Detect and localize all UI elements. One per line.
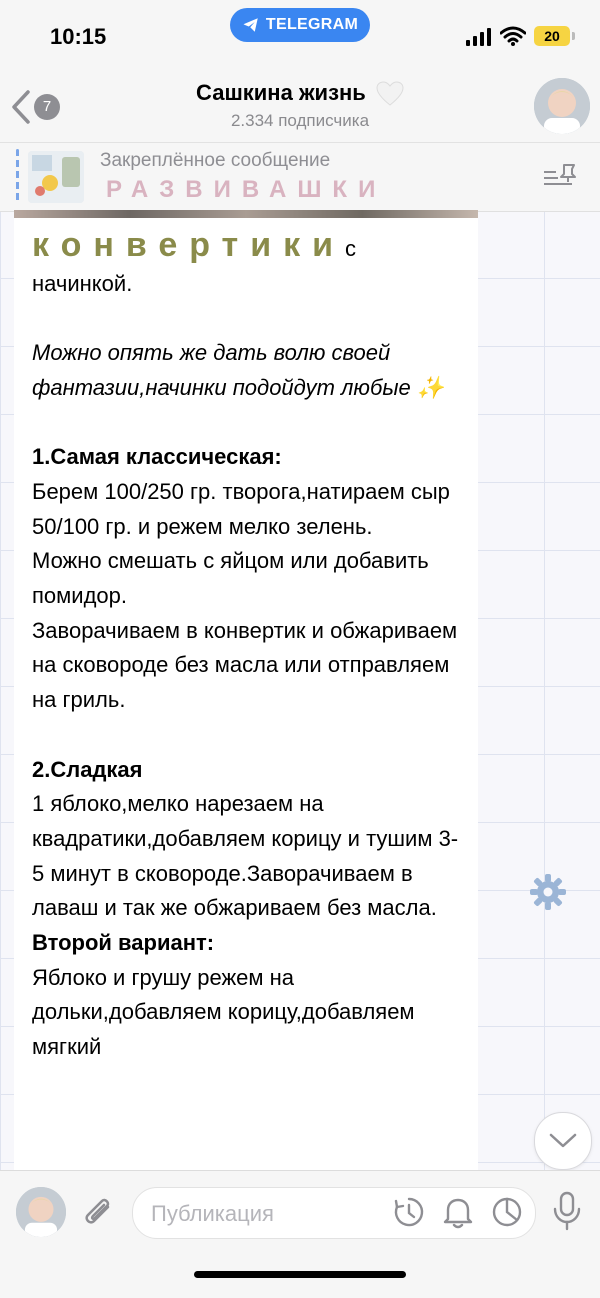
sparkle-emoji: ✨ (416, 374, 445, 400)
send-as-avatar[interactable] (16, 1187, 66, 1237)
message-text (32, 228, 464, 1065)
bell-icon[interactable] (442, 1195, 474, 1229)
telegram-pill[interactable] (230, 8, 370, 42)
wifi-icon (500, 26, 526, 46)
heart-icon (376, 81, 404, 107)
paragraph-3: Заворачиваем в конвертик и обжариваем на сковороде без масла или отправляем на гриль. (32, 617, 458, 713)
pin-list-icon[interactable] (542, 163, 578, 191)
chat-header (0, 70, 600, 143)
pinned-thumbnail (28, 151, 84, 203)
telegram-pill-label: TELEGRAM (265, 16, 359, 33)
timer-icon[interactable] (392, 1195, 426, 1229)
battery-indicator: 20 (534, 26, 570, 46)
status-bar (0, 0, 600, 70)
message-input-placeholder: Публикация (151, 1201, 274, 1226)
clock-icon[interactable] (490, 1195, 524, 1229)
paperclip-icon[interactable] (80, 1193, 116, 1231)
channel-title[interactable] (0, 80, 600, 107)
scroll-down-button[interactable] (534, 1112, 592, 1170)
unread-count-badge: 7 (34, 94, 60, 120)
section-heading-3: Второй вариант: (32, 930, 215, 956)
paragraph-2: Можно смешать с яйцом или добавить помидор. (32, 548, 429, 608)
message-bubble[interactable] (14, 218, 478, 1170)
avatar-image-small (16, 1187, 66, 1237)
channel-title-text: Сашкина жизнь (196, 80, 366, 105)
home-indicator (194, 1271, 406, 1278)
channel-avatar[interactable] (534, 78, 590, 134)
decorative-word: конвертики (32, 226, 346, 264)
italic-note-text: Можно опять же дать волю своей фантазии,начинки подойдут любые (32, 340, 411, 400)
message-italic-note (32, 336, 464, 405)
paragraph-1: Берем 100/250 гр. творога,натираем сыр 50/100 гр. и режем мелко зелень. (32, 478, 450, 539)
avatar-image (534, 78, 590, 134)
message-line-1: начинкой. (32, 270, 133, 296)
subscriber-count: 2.334 подписчика (230, 111, 370, 130)
battery-tip (572, 32, 575, 40)
status-time: 10:15 (50, 24, 107, 49)
section-heading-1: 1.Самая классическая: (32, 444, 282, 470)
gear-icon (528, 872, 568, 912)
line0-tail: с (345, 236, 357, 261)
message-input[interactable] (132, 1187, 536, 1239)
chevron-down-icon (549, 1133, 577, 1149)
section-heading-2: 2.Сладкая (32, 756, 143, 782)
pinned-indicator (16, 149, 19, 203)
pinned-label: Закреплённое сообщение (100, 150, 331, 171)
signal-icon (466, 28, 492, 46)
mic-icon[interactable] (552, 1191, 582, 1231)
telegram-icon (242, 16, 260, 34)
paragraph-5: Яблоко и грушу режем на дольки,добавляем корицу,добавляем мягкий (32, 964, 415, 1060)
message-line-0 (32, 228, 464, 267)
pinned-preview: РАЗВИВАШКИ (106, 176, 387, 203)
compose-bar (0, 1170, 600, 1298)
paragraph-4: 1 яблоко,мелко нарезаем на квадратики,добавляем корицу и тушим 3-5 минут в сковороде.Заворачиваем в лаваш и так же обжариваем без масла. (32, 791, 459, 921)
pinned-message-bar[interactable] (0, 143, 600, 212)
